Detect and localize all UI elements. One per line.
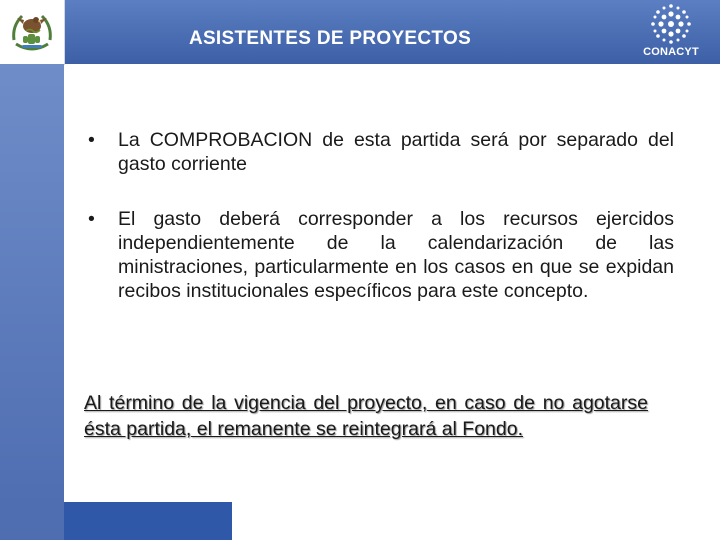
brand-label: CONACYT bbox=[643, 46, 699, 58]
list-item bbox=[84, 207, 674, 303]
mexico-coat-of-arms-icon bbox=[0, 0, 64, 64]
bullet-text: La COMPROBACION de esta partida será por separado del gasto corriente bbox=[118, 129, 674, 175]
seal-container bbox=[0, 0, 65, 65]
bottom-accent-bar bbox=[64, 502, 232, 540]
conacyt-logo bbox=[628, 4, 714, 62]
bullet-list bbox=[84, 128, 674, 334]
bullet-text: El gasto deberá corresponder a los recursos ejercidos independientemente de la calendarización de las ministraciones, particularmente en los casos en que se expidan recibos institucionales específicos para este concepto. bbox=[118, 208, 674, 302]
conacyt-logo-icon bbox=[628, 4, 714, 46]
bullet-marker: • bbox=[88, 129, 95, 151]
list-item bbox=[84, 128, 674, 176]
bottom-left-block bbox=[0, 504, 64, 540]
page-title: ASISTENTES DE PROYECTOS bbox=[188, 28, 472, 49]
left-sidebar-bar bbox=[0, 64, 64, 504]
closing-note: Al término de la vigencia del proyecto, en caso de no agotarse ésta partida, el remanente se reintegrará al Fondo. bbox=[84, 392, 648, 440]
bullet-marker: • bbox=[88, 208, 95, 230]
